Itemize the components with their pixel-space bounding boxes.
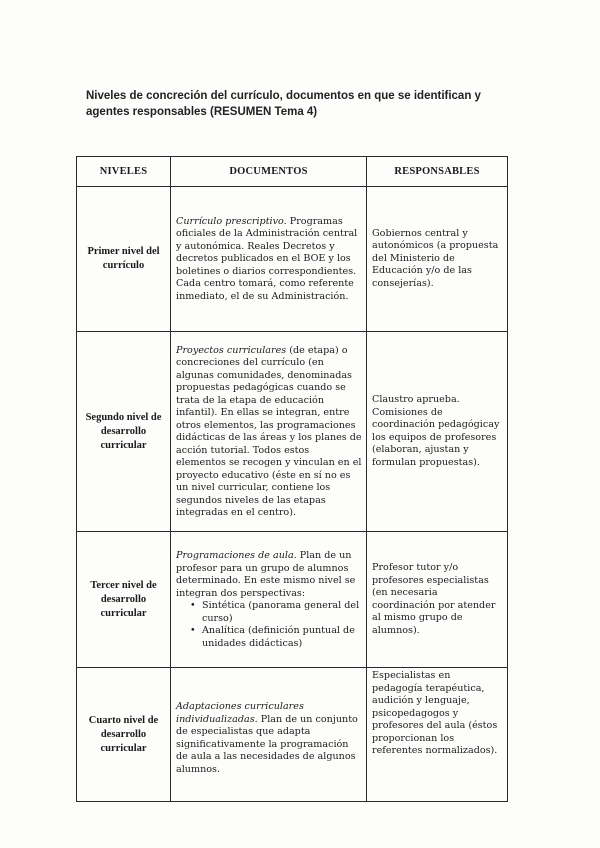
document-type: Currículo prescriptivo. (176, 215, 287, 227)
list-item: • Sintética (panorama general del curso) (202, 600, 362, 625)
table-row (77, 532, 508, 668)
level-cell: Cuarto nivel de desarrollo curricular (77, 668, 171, 802)
document-description: (de etapa) o concreciones del currículo (en algunas comunidades, denominadas propuestas pedagógicas cuando se trata de la etapa de educación infantil). En ellas se integran, entre otros elementos, las programaciones didácticas de las áreas y los planes de acción tutorial. Todos estos elementos se recogen y vinculan en el proyecto educativo (éste en sí no es un nivel curricular, contiene los segundos niveles de las etapas integradas en el centro). (176, 344, 362, 518)
table-header-row (77, 157, 508, 187)
table-row (77, 668, 508, 802)
responsibles-cell: Claustro aprueba. Comisiones de coordinación pedagógicay los equipos de profesores (elaboran, ajustan y formulan propuestas). (367, 332, 508, 532)
responsibles-cell: Especialistas en pedagogía terapéutica, audición y lenguaje, psicopedagogos y profesores del aula (éstos proporcionan los referentes normalizados). (367, 668, 508, 802)
page-title: Niveles de concreción del currículo, documentos en que se identifican y agentes responsables (RESUMEN Tema 4) (86, 90, 481, 118)
table-row (77, 332, 508, 532)
documents-cell (171, 187, 367, 332)
document-type: Programaciones de aula. (176, 550, 297, 561)
level-cell: Segundo nivel de desarrollo curricular (77, 332, 171, 532)
list-item: • Analítica (definición puntual de unidades didácticas) (202, 625, 362, 650)
documents-cell (171, 332, 367, 532)
level-cell: Primer nivel del currículo (77, 187, 171, 332)
document-note: Cada centro tomará, como referente inmediato, el de su Administración. (176, 278, 354, 302)
document-type: Proyectos curriculares (176, 344, 287, 356)
perspectives-list (176, 600, 362, 650)
header-responsables: RESPONSABLES (367, 157, 508, 187)
curriculum-levels-table (76, 156, 508, 802)
responsibles-cell: Profesor tutor y/o profesores especialistas (en necesaria coordinación por atender al mismo grupo de alumnos). (367, 532, 508, 668)
documents-cell (171, 668, 367, 802)
level-cell: Tercer nivel de desarrollo curricular (77, 532, 171, 668)
documents-cell (171, 532, 367, 668)
document-description: Plan de un conjunto de especialistas que adapta significativamente la programación de aula a las necesidades de algunos alumnos. (176, 713, 358, 775)
header-niveles: NIVELES (77, 157, 171, 187)
responsibles-cell: Gobiernos central y autonómicos (a propuesta del Ministerio de Educación y/o de las consejerías). (367, 187, 508, 332)
document-type: Adaptaciones curriculares individualizadas. (176, 701, 304, 725)
table-row (77, 187, 508, 332)
document-description: Programas oficiales de la Administración central y autonómica. Reales Decretos y decretos publicados en el BOE y los boletines o diarios correspondientes. (176, 215, 358, 277)
header-documentos: DOCUMENTOS (171, 157, 367, 187)
document-description: Plan de un profesor para un grupo de alumnos determinado. En este mismo nivel se integran dos perspectivas: (176, 550, 356, 599)
